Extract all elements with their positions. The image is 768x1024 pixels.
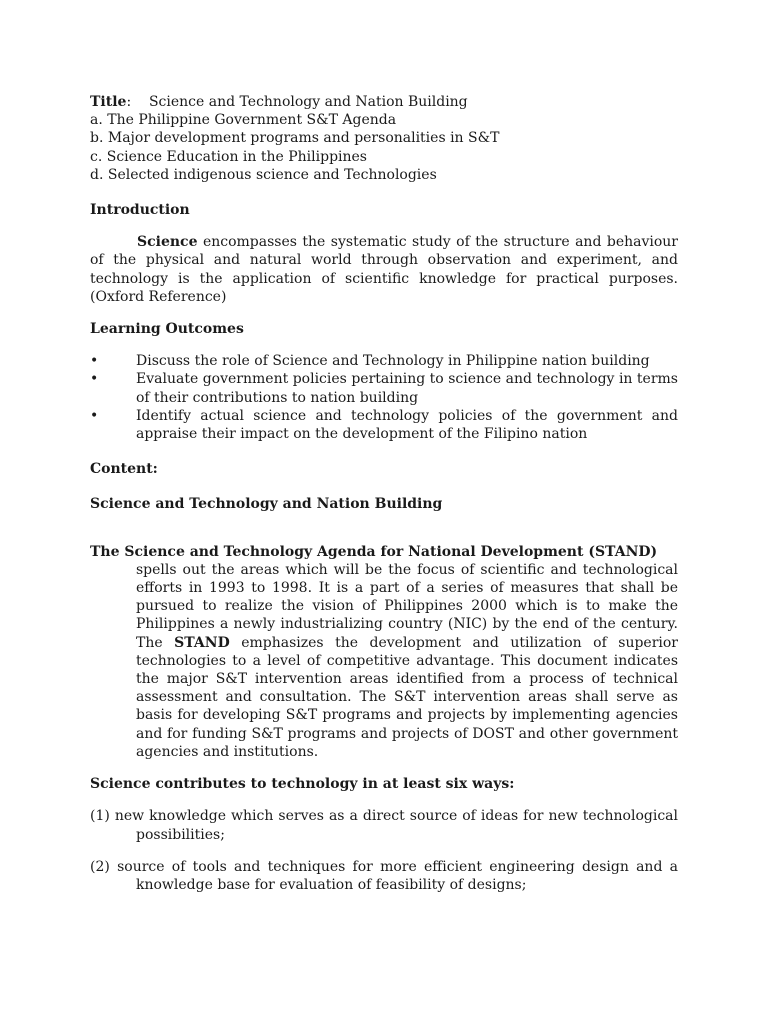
bullet-icon: •: [90, 371, 99, 388]
topic-item: a. The Philippine Government S&T Agenda: [90, 112, 397, 129]
stand-heading: The Science and Technology Agenda for National Development (STAND): [90, 543, 658, 560]
introduction-heading: Introduction: [90, 202, 190, 219]
topic-item: c. Science Education in the Philippines: [90, 148, 367, 165]
bullet-icon: •: [90, 353, 99, 370]
title-text: Science and Technology and Nation Building: [148, 94, 468, 110]
topic-item: d. Selected indigenous science and Technologies: [90, 166, 437, 183]
outcome-item: • Evaluate government policies pertaining to science and technology in terms of their contributions to nation building: [90, 371, 678, 406]
outcome-item: • Discuss the role of Science and Technology in Philippine nation building: [90, 353, 650, 370]
way-item: (2) source of tools and techniques for more efficient engineering design and a knowledge base for evaluation of feasibility of designs;: [90, 858, 678, 893]
stand-bold: STAND: [174, 634, 230, 651]
bullet-icon: •: [90, 407, 99, 424]
document-title: Title: Science and Technology and Nation Building: [90, 94, 468, 110]
topic-item: b. Major development programs and personalities in S&T: [90, 130, 500, 147]
learning-outcomes-heading: Learning Outcomes: [90, 321, 244, 338]
content-subheading: Science and Technology and Nation Building: [90, 496, 443, 513]
stand-paragraph: spells out the areas which will be the focus of scientific and technological efforts in 1993 to 1998. It is a part of a series of measures that shall be pursued to realize the vision of Philippines 2000 which is to make the Philippines a newly industrializing country (NIC) by the end of the century. The STAND emphasizes the development and utilization of superior technologies to a level of competitive advantage. This document indicates the major S&T intervention areas identified from a process of technical assessment and consultation. The S&T intervention areas shall serve as basis for developing S&T programs and projects by implementing agencies and for funding S&T programs and projects of DOST and other government agencies and institutions.: [136, 561, 678, 760]
introduction-lead: Science: [137, 234, 198, 251]
content-heading: Content:: [90, 461, 158, 478]
title-label: Title: [90, 94, 127, 110]
six-ways-heading: Science contributes to technology in at least six ways:: [90, 776, 515, 793]
outcome-item: • Identify actual science and technology policies of the government and appraise their impact on the development of the Filipino nation: [90, 407, 678, 443]
document-page: [90, 93, 678, 894]
way-item: (1) new knowledge which serves as a direct source of ideas for new technological possibilities;: [90, 808, 678, 843]
introduction-paragraph: Science encompasses the systematic study of the structure and behaviour of the physical and natural world through observation and experiment, and technology is the application of scientific knowledge for practical purposes. (Oxford Reference): [90, 234, 678, 305]
